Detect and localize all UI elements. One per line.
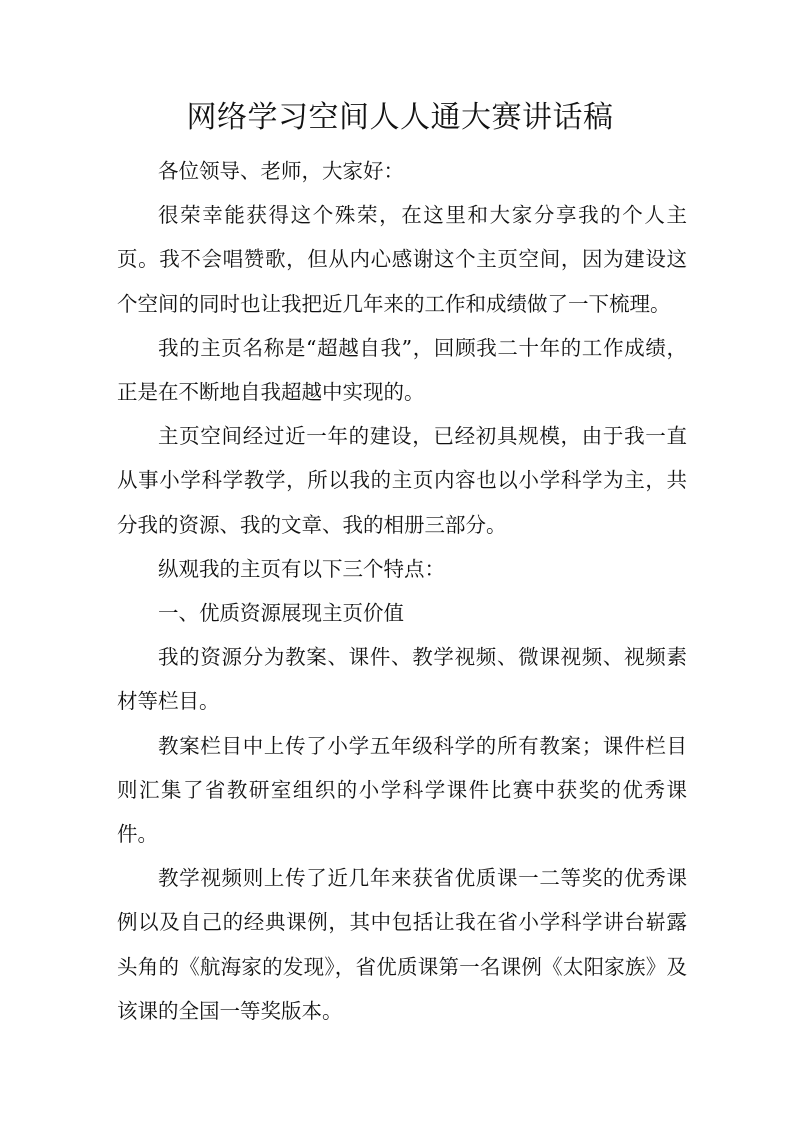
paragraph-greeting: 各位领导、老师，大家好： [158, 159, 404, 183]
paragraph: 教案栏目中上传了小学五年级科学的所有教案；课件栏目则汇集了省教研室组织的小学科学课件比赛中获奖的优秀课件。 [117, 733, 687, 847]
paragraph: 主页空间经过近一年的建设，已经初具规模，由于我一直从事小学科学教学，所以我的主页内容也以小学科学为主，共分我的资源、我的文章、我的相册三部分。 [117, 424, 687, 537]
paragraph: 很荣幸能获得这个殊荣，在这里和大家分享我的个人主页。我不会唱赞歌，但从内心感谢这个主页空间，因为建设这个空间的同时也让我把近几年来的工作和成绩做了一下梳理。 [117, 203, 687, 316]
paragraph: 我的资源分为教案、课件、教学视频、微课视频、视频素材等栏目。 [117, 645, 687, 714]
section-heading: 一、优质资源展现主页价值 [158, 601, 404, 626]
paragraph: 纵观我的主页有以下三个特点： [158, 556, 445, 581]
document-body [117, 149, 687, 1033]
paragraph: 我的主页名称是“超越自我”，回顾我二十年的工作成绩，正是在不断地自我超越中实现的。 [117, 335, 687, 405]
paragraph: 教学视频则上传了近几年来获省优质课一二等奖的优秀课例以及自己的经典课例，其中包括让我在省小学科学讲台崭露头角的《航海家的发现》，省优质课第一名课例《太阳家族》及该课的全国一等奖版本。 [117, 866, 687, 1023]
document-title: 网络学习空间人人通大赛讲话稿 [186, 100, 614, 135]
